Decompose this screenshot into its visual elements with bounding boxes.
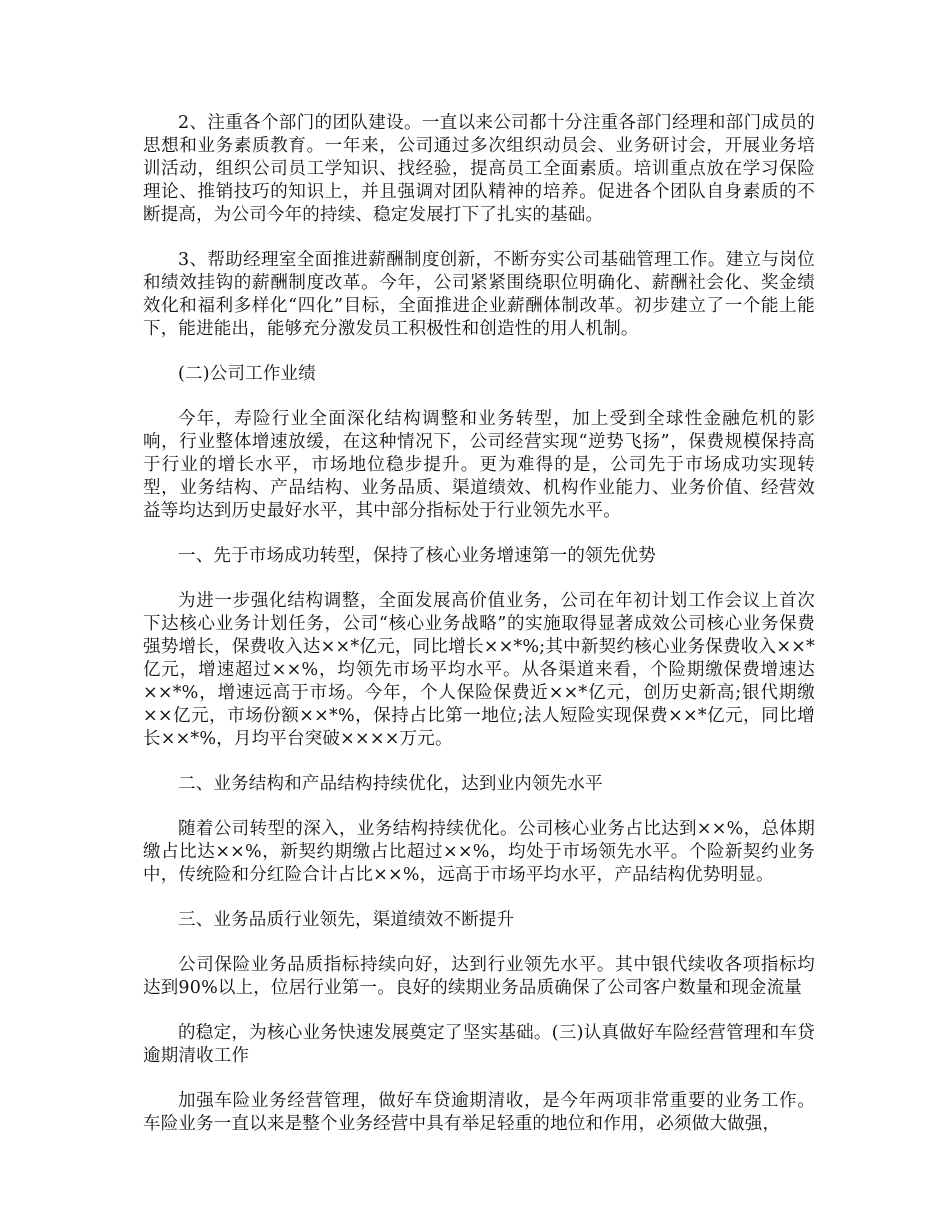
paragraph-industry-overview: 今年，寿险行业全面深化结构调整和业务转型，加上受到全球性金融危机的影响，行业整体增速放缓，在这种情况下，公司经营实现“逆势飞扬”，保费规模保持高于行业的增长水平，市场地位稳步提升。更为难得的是，公司先于市场成功实现转型，业务结构、产品结构、业务品质、渠道绩效、机构作业能力、业务价值、经营效益等均达到历史最好水平，其中部分指标处于行业领先水平。 xyxy=(143,409,815,521)
heading-structure-optimization: 二、业务结构和产品结构持续优化，达到业内领先水平 xyxy=(178,774,603,794)
heading-transformation: 一、先于市场成功转型，保持了核心业务增速第一的领先优势 xyxy=(178,546,656,566)
paragraph-team-building: 2、注重各个部门的团队建设。一直以来公司都十分注重各部门经理和部门成员的思想和业务素质教育。一年来，公司通过多次组织动员会、业务研讨会，开展业务培训活动，组织公司员工学知识、找经验，提高员工全面素质。培训重点放在学习保险理论、推销技巧的知识上，并且强调对团队精神的培养。促进各个团队自身素质的不断提高，为公司今年的持续、稳定发展打下了扎实的基础。 xyxy=(143,113,815,225)
paragraph-quality: 公司保险业务品质指标持续向好，达到行业领先水平。其中银代续收各项指标均达到90%以上，位居行业第一。良好的续期业务品质确保了公司客户数量和现金流量 xyxy=(143,955,815,998)
paragraph-car-insurance: 加强车险业务经营管理，做好车贷逾期清收，是今年两项非常重要的业务工作。车险业务一直以来是整个业务经营中具有举足轻重的地位和作用，必须做大做强， xyxy=(143,1091,815,1134)
heading-business-quality: 三、业务品质行业领先，渠道绩效不断提升 xyxy=(178,910,515,930)
paragraph-salary-reform: 3、帮助经理室全面推进薪酬制度创新，不断夯实公司基础管理工作。建立与岗位和绩效挂钩的薪酬制度改革。今年，公司紧紧围绕职位明确化、薪酬社会化、奖金绩效化和福利多样化“四化”目标，全面推进企业薪酬体制改革。初步建立了一个能上能下，能进能出，能够充分激发员工积极性和创造性的用人机制。 xyxy=(143,250,815,339)
document-page xyxy=(143,112,815,1158)
paragraph-structure: 随着公司转型的深入，业务结构持续优化。公司核心业务占比达到××%，总体期缴占比达××%，新契约期缴占比超过××%，均处于市场领先水平。个险新契约业务中，传统险和分红险合计占比××%，远高于市场平均水平，产品结构优势明显。 xyxy=(143,819,815,885)
paragraph-stability: 的稳定，为核心业务快速发展奠定了坚实基础。(三)认真做好车险经营管理和车贷逾期清收工作 xyxy=(143,1023,815,1066)
paragraph-core-business: 为进一步强化结构调整，全面发展高价值业务，公司在年初计划工作会议上首次下达核心业务计划任务，公司“核心业务战略”的实施取得显著成效公司核心业务保费强势增长，保费收入达××*亿元，同比增长××*%;其中新契约核心业务保费收入××*亿元，增速超过××%，均领先市场平均水平。从各渠道来看，个险期缴保费增速达××*%，增速远高于市场。今年，个人保险保费近××*亿元，创历史新高;银代期缴××亿元，市场份额××*%，保持占比第一地位;法人短险实现保费××*亿元，同比增长××*%，月均平台突破××××万元。 xyxy=(143,591,815,749)
section-heading-performance: (二)公司工作业绩 xyxy=(178,364,316,384)
